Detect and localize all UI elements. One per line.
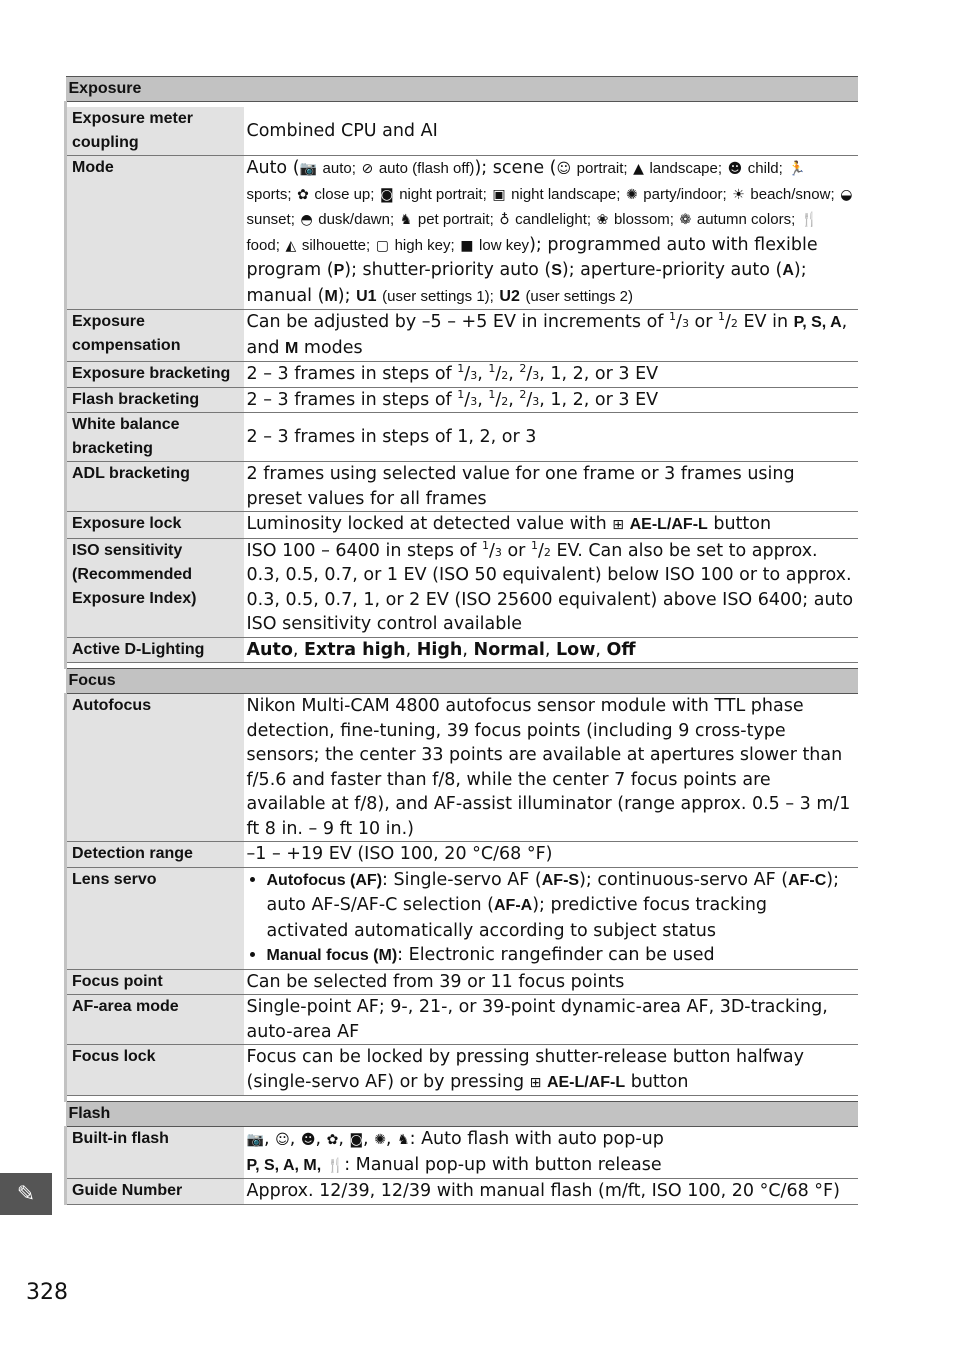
spec-label: Guide Number (66, 1179, 244, 1205)
pet-portrait-icon: ♞ (399, 212, 413, 228)
auto-mode-icon: 📷 (299, 161, 317, 177)
pencil-icon: ✎ (16, 1181, 36, 1207)
spec-row-wb-bracketing (66, 413, 859, 462)
sports-icon: 🏃 (788, 161, 806, 177)
spec-row-detection-range (66, 842, 859, 868)
spec-row-iso-sensitivity (66, 538, 859, 637)
spec-value: Single-point AF; 9-, 21-, or 39-point dynamic-area AF, 3D-tracking, auto-area AF (244, 995, 859, 1045)
spec-row-active-d-lighting (66, 637, 859, 663)
page-number: 328 (26, 1280, 68, 1305)
spec-row-guide-number (66, 1179, 859, 1205)
spec-value: 2 – 3 frames in steps of $^1$/3, $^1$/2, $^2$/3, 1, 2, or 3 EV (244, 387, 859, 413)
dusk-dawn-icon: ◓ (300, 212, 313, 228)
section-title: Flash (66, 1102, 859, 1127)
spec-row-built-in-flash (66, 1127, 859, 1179)
silhouette-icon: ◭ (285, 237, 297, 254)
food-icon: 🍴 (326, 1157, 345, 1174)
spec-row-focus-point (66, 969, 859, 995)
spec-row-adl-bracketing (66, 462, 859, 512)
section-title: Exposure (66, 77, 859, 102)
spec-label: Exposure meter coupling (66, 107, 244, 156)
spec-value: Combined CPU and AI (244, 107, 859, 156)
sunset-icon: ◒ (840, 186, 853, 203)
section-flash (66, 1102, 859, 1127)
spec-row-exposure-compensation (66, 310, 859, 362)
night-portrait-icon: ◙ (349, 1132, 364, 1148)
ae-af-lock-icon: ⊞ (529, 1074, 542, 1091)
spec-label: Exposure compensation (66, 310, 244, 362)
spec-label: Detection range (66, 842, 244, 868)
spec-value: ISO 100 – 6400 in steps of $^1$/3 or $^1$/2 EV. Can also be set to approx. 0.3, 0.5, 0.7, or 1 EV (ISO 50 equivalent) below ISO 100 or to approx. 0.3, 0.5, 0.7, 1, or 2 EV (ISO 25600 equivalent) above ISO 6400; auto ISO sensitivity control available (244, 538, 859, 637)
list-item: • Autofocus (AF): Single-servo AF (AF-S); continuous-servo AF (AF-C); auto AF-S/AF-C selection (AF-A); predictive focus tracking activated automatically according to subject status (267, 868, 855, 944)
spec-row-exposure-lock (66, 512, 859, 539)
night-landscape-icon: ▣ (492, 186, 506, 203)
spec-row-af-area-mode (66, 995, 859, 1045)
section-focus (66, 669, 859, 694)
spec-label: Autofocus (66, 694, 244, 842)
high-key-icon: ▢ (375, 237, 390, 254)
pet-portrait-icon: ♞ (397, 1132, 410, 1148)
night-portrait-icon: ◙ (380, 186, 394, 203)
portrait-icon: ☺ (275, 1132, 290, 1148)
spec-label: ISO sensitivity (Recommended Exposure Index) (66, 538, 244, 637)
spec-row-mode (66, 156, 859, 310)
spec-label: Built-in flash (66, 1127, 244, 1179)
section-tab (0, 1173, 52, 1215)
spec-label: Active D-Lighting (66, 637, 244, 663)
spec-row-autofocus (66, 694, 859, 842)
spec-label: Exposure bracketing (66, 362, 244, 388)
blossom-icon: ❀ (596, 212, 609, 228)
close-up-icon: ✿ (297, 186, 309, 203)
spec-value: Can be adjusted by –5 – +5 EV in increments of $^1$/3 or $^1$/2 EV in P, S, A, and M modes (244, 310, 859, 362)
spec-value: Approx. 12/39, 12/39 with manual flash (m/ft, ISO 100, 20 °C/68 °F) (244, 1179, 859, 1205)
spec-value: Can be selected from 39 or 11 focus points (244, 969, 859, 995)
candlelight-icon: ♁ (499, 212, 510, 228)
spec-value: 2 frames using selected value for one frame or 3 frames using preset values for all frames (244, 462, 859, 512)
spec-label: Exposure lock (66, 512, 244, 539)
ae-af-lock-icon: ⊞ (612, 517, 625, 533)
section-exposure (66, 77, 859, 102)
spec-label: White balance bracketing (66, 413, 244, 462)
list-item: • Manual focus (M): Electronic rangefinder can be used (267, 943, 855, 969)
spec-value: 2 – 3 frames in steps of $^1$/3, $^1$/2, $^2$/3, 1, 2, or 3 EV (244, 362, 859, 388)
specifications-table (64, 76, 858, 1205)
landscape-icon: ▲ (633, 161, 644, 177)
low-key-icon: ■ (460, 237, 474, 254)
spec-row-focus-lock (66, 1045, 859, 1096)
auto-mode-icon: 📷 (246, 1132, 264, 1148)
spec-value: Focus can be locked by pressing shutter-release button halfway (single-servo AF) or by pressing ⊞ AE-L/AF-L button (244, 1045, 859, 1096)
spec-label: ADL bracketing (66, 462, 244, 512)
section-title: Focus (66, 669, 859, 694)
spec-label: Focus lock (66, 1045, 244, 1096)
spec-label: AF-area mode (66, 995, 244, 1045)
spec-row-meter-coupling (66, 107, 859, 156)
spec-value: –1 – +19 EV (ISO 100, 20 °C/68 °F) (244, 842, 859, 868)
spec-row-lens-servo (66, 867, 859, 969)
party-indoor-icon: ✺ (374, 1132, 386, 1148)
spec-label: Lens servo (66, 867, 244, 969)
food-icon: 🍴 (800, 212, 819, 228)
spec-value: Auto (📷 auto; ⊘ auto (flash off)); scene (☺ portrait; ▲ landscape; ☻ child; 🏃 sports; ✿ close up; ◙ night portrait; ▣ night landscape; ✺ party/indoor; ☀ beach/snow; ◒ sunset; ◓ dusk/dawn; ♞ pet portrait; ♁ candlelight; ❀ blossom; ❁ autumn colors; 🍴 food; ◭ silhouette; ▢ high key; ■ low key); programmed auto with flexible program (P); shutter-priority auto (S); aperture-priority auto (A); manual (M); U1 (user settings 1); U2 (user settings 2) (244, 156, 859, 310)
spec-value: Nikon Multi-CAM 4800 autofocus sensor module with TTL phase detection, fine-tuning, 39 focus points (including 9 cross-type sensors; the center 33 points are available at apertures slower than f/5.6 and faster than f/8, while the center 7 focus points are available at f/8), and AF-assist illuminator (range approx. 0.5 – 3 m/1 ft 8 in. – 9 ft 10 in.) (244, 694, 859, 842)
beach-snow-icon: ☀ (732, 186, 745, 203)
spec-value: 📷, ☺, ☻, ✿, ◙, ✺, ♞: Auto flash with auto pop-up P, S, A, M, 🍴: Manual pop-up with button release (244, 1127, 859, 1179)
spec-row-flash-bracketing (66, 387, 859, 413)
spec-label: Focus point (66, 969, 244, 995)
spec-label: Flash bracketing (66, 387, 244, 413)
spec-value: 2 – 3 frames in steps of 1, 2, or 3 (244, 413, 859, 462)
spec-label: Mode (66, 156, 244, 310)
child-icon: ☻ (300, 1132, 316, 1148)
portrait-icon: ☺ (556, 161, 572, 177)
close-up-icon: ✿ (326, 1132, 339, 1148)
autumn-colors-icon: ❁ (679, 212, 692, 228)
spec-value: Luminosity locked at detected value with ⊞ AE-L/AF-L button (244, 512, 859, 539)
child-icon: ☻ (727, 161, 743, 177)
spec-value (244, 867, 859, 969)
party-indoor-icon: ✺ (625, 186, 638, 203)
spec-value: Auto, Extra high, High, Normal, Low, Off (244, 637, 859, 663)
flash-off-icon: ⊘ (361, 161, 374, 177)
spec-row-exposure-bracketing (66, 362, 859, 388)
